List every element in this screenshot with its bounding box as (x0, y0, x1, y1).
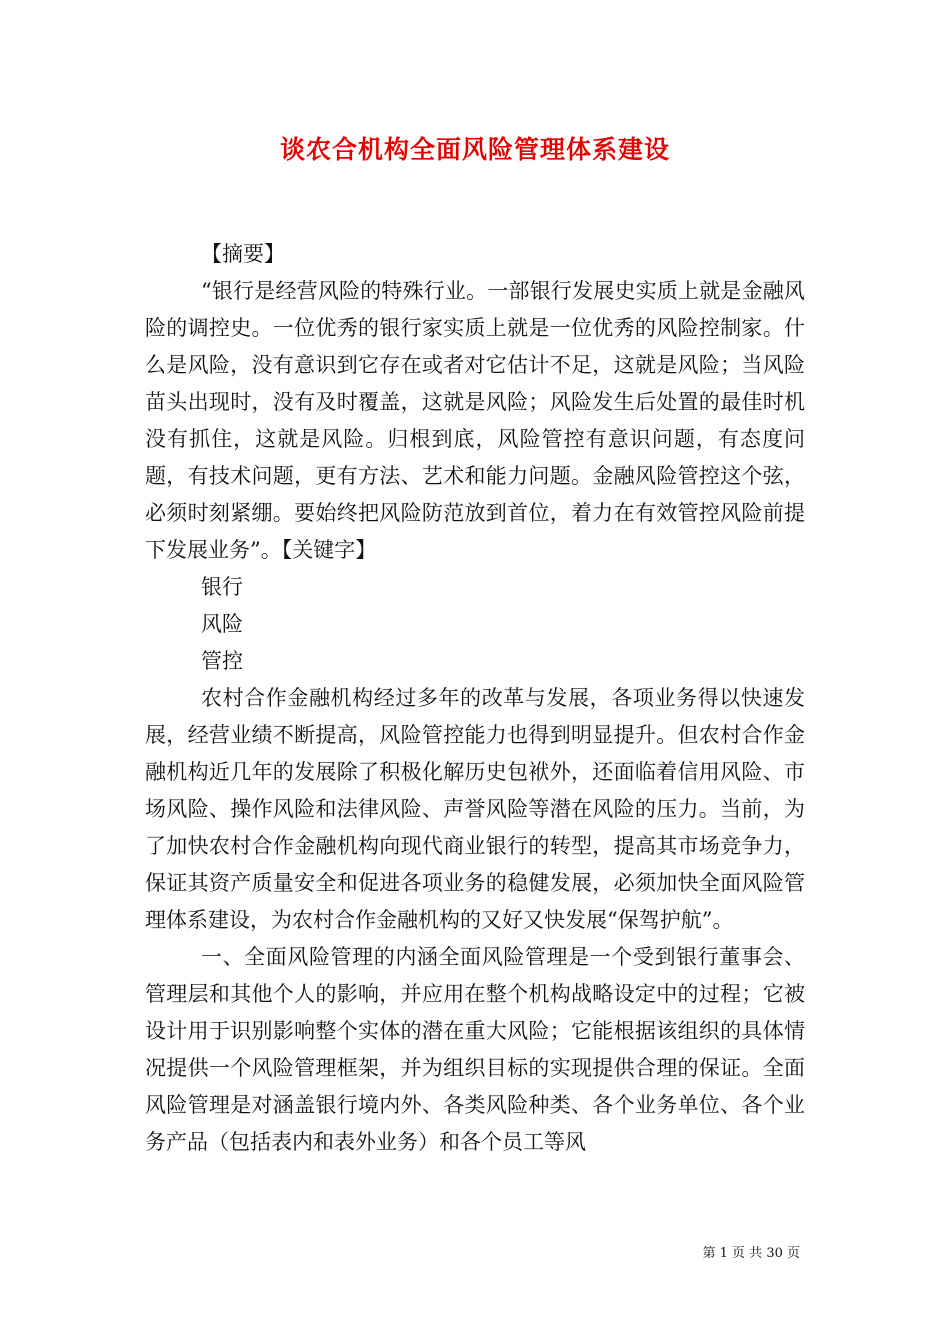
abstract-paragraph: “银行是经营风险的特殊行业。一部银行发展史实质上就是金融风险的调控史。一位优秀的银行家实质上就是一位优秀的风险控制家。什么是风险，没有意识到它存在或者对它估计不足，这就是风险；当风险苗头出现时，没有及时覆盖，这就是风险；风险发生后处置的最佳时机没有抓住，这就是风险。归根到底，风险管控有意识问题，有态度问题，有技术问题，更有方法、艺术和能力问题。金融风险管控这个弦，必须时刻紧绷。要始终把风险防范放到首位，着力在有效管控风险前提下发展业务”。【关键字】 (145, 279, 805, 562)
document-body (145, 236, 805, 1161)
page-number-footer: 第 1 页 共 30 页 (702, 1246, 800, 1261)
document-title: 谈农合机构全面风险管理体系建设 (279, 135, 670, 164)
keyword-bank: 银行 (201, 575, 243, 599)
section-one-paragraph: 一、全面风险管理的内涵全面风险管理是一个受到银行董事会、管理层和其他个人的影响，并应用在整个机构战略设定中的过程；它被设计用于识别影响整个实体的潜在重大风险；它能根据该组织的具体情况提供一个风险管理框架，并为组织目标的实现提供合理的保证。全面风险管理是对涵盖银行境内外、各类风险种类、各个业务单位、各个业务产品（包括表内和表外业务）和各个员工等风 (145, 945, 805, 1154)
keyword-control: 管控 (201, 649, 243, 673)
abstract-heading: 【摘要】 (201, 242, 285, 266)
body-paragraph: 农村合作金融机构经过多年的改革与发展，各项业务得以快速发展，经营业绩不断提高，风险管控能力也得到明显提升。但农村合作金融机构近几年的发展除了积极化解历史包袱外，还面临着信用风险、市场风险、操作风险和法律风险、声誉风险等潜在风险的压力。当前，为了加快农村合作金融机构向现代商业银行的转型，提高其市场竞争力，保证其资产质量安全和促进各项业务的稳健发展，必须加快全面风险管理体系建设，为农村合作金融机构的又好又快发展“保驾护航”。 (145, 686, 805, 932)
keyword-risk: 风险 (201, 612, 243, 636)
